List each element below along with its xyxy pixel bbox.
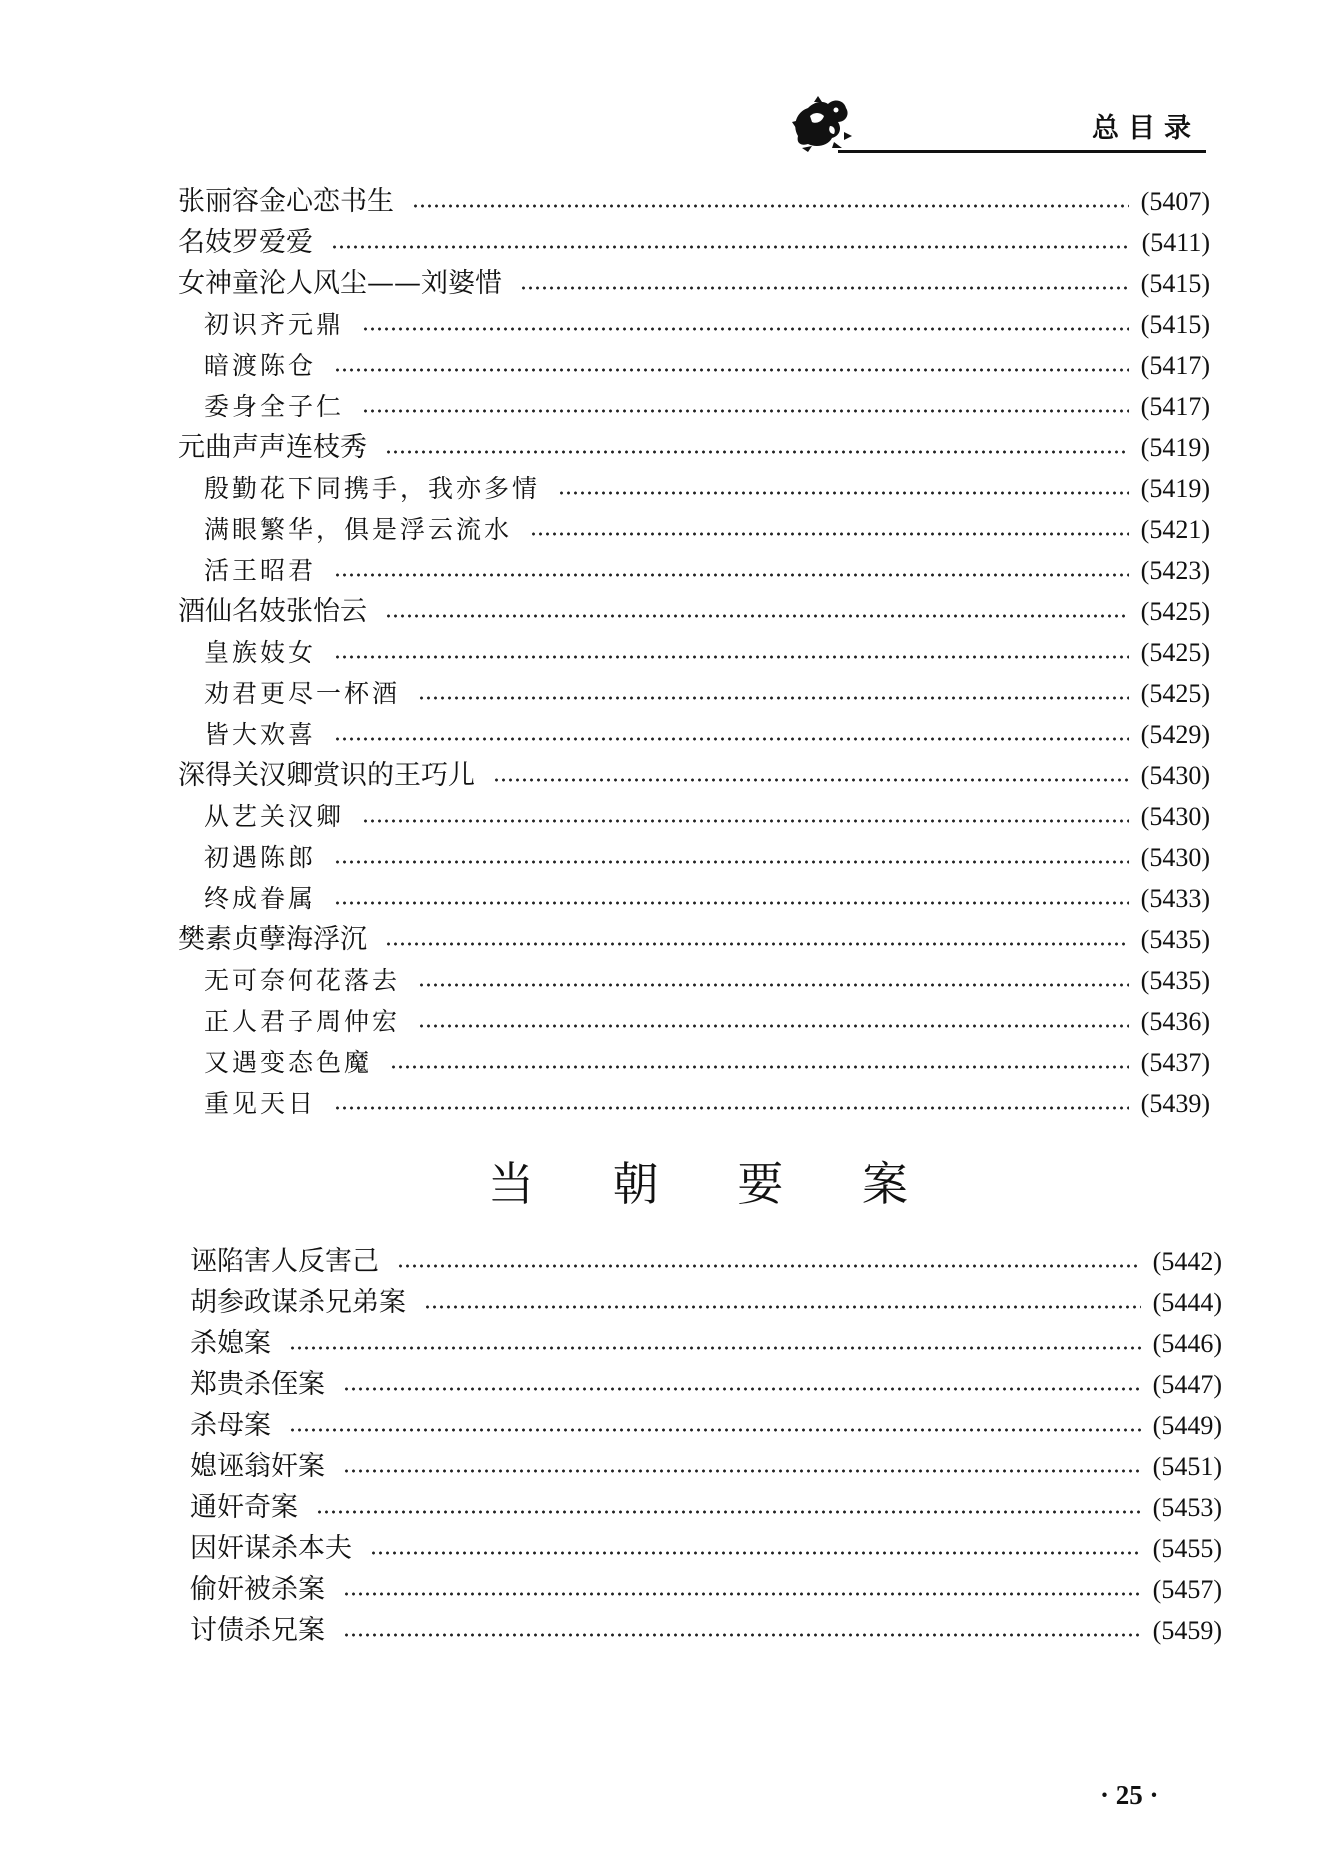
dot-leader [412, 203, 1129, 209]
toc-subentry[interactable] [178, 670, 1210, 711]
toc-entry-page: (5421) [1140, 515, 1210, 544]
toc-entry-page: (5439) [1140, 1089, 1210, 1118]
dot-leader [316, 1509, 1141, 1515]
section-title-char: 朝 [612, 1157, 659, 1211]
toc-entry-page: (5415) [1140, 269, 1210, 298]
toc-entry-title: 委身全子仁 [204, 392, 345, 421]
toc-entry-page: (5419) [1140, 474, 1210, 503]
toc-entry-page: (5435) [1140, 925, 1210, 954]
toc-entry-title: 初识齐元鼎 [204, 310, 345, 339]
toc-entry-page: (5415) [1140, 310, 1210, 339]
section-title [488, 1148, 908, 1214]
toc-entry-title: 讨债杀兄案 [190, 1615, 325, 1646]
dot-leader [418, 1023, 1129, 1029]
toc-subentry[interactable] [178, 465, 1210, 506]
dot-leader [334, 572, 1129, 578]
dot-leader [424, 1304, 1141, 1310]
toc-entry-page: (5411) [1141, 228, 1210, 257]
toc-entry[interactable] [190, 1320, 1222, 1361]
toc-entry-title: 满眼繁华，俱是浮云流水 [204, 515, 513, 544]
toc-entry-page: (5436) [1140, 1007, 1210, 1036]
toc-entry-title: 诬陷害人反害己 [190, 1246, 379, 1277]
dot-leader [343, 1468, 1141, 1474]
toc-entry-page: (5423) [1140, 556, 1210, 585]
toc-entry-title: 皇族妓女 [204, 638, 317, 667]
toc-entry[interactable] [190, 1525, 1222, 1566]
toc-entry-page: (5417) [1140, 392, 1210, 421]
toc-entry-title: 酒仙名妓张怡云 [178, 596, 367, 627]
dot-leader [385, 449, 1129, 455]
toc-entry-page: (5447) [1152, 1370, 1222, 1399]
toc-entry[interactable] [190, 1566, 1222, 1607]
toc-entry[interactable] [190, 1361, 1222, 1402]
toc-entry-page: (5459) [1152, 1616, 1222, 1645]
dot-leader [334, 1105, 1129, 1111]
toc-subentry[interactable] [178, 711, 1210, 752]
toc-entry-title: 终成眷属 [204, 884, 317, 913]
dot-leader [289, 1427, 1141, 1433]
toc-entry-title: 从艺关汉卿 [204, 802, 345, 831]
toc-entry-title: 媳诬翁奸案 [190, 1451, 325, 1482]
toc-entry[interactable] [178, 178, 1210, 219]
dot-leader [343, 1386, 1141, 1392]
dot-leader [370, 1550, 1141, 1556]
toc-entry-title: 皆大欢喜 [204, 720, 317, 749]
toc-entry-title: 重见天日 [204, 1089, 317, 1118]
toc-entry[interactable] [178, 588, 1210, 629]
dot-leader [390, 1064, 1129, 1070]
dot-leader [418, 695, 1129, 701]
toc-entry-title: 又遇变态色魔 [204, 1048, 373, 1077]
dot-leader [289, 1345, 1141, 1351]
toc-entry-title: 因奸谋杀本夫 [190, 1533, 352, 1564]
page-header [788, 92, 1206, 158]
toc-entry[interactable] [178, 219, 1210, 260]
toc-entry-title: 女神童沦人风尘——刘婆惜 [178, 268, 502, 299]
dot-leader [334, 367, 1129, 373]
toc-entry-page: (5451) [1152, 1452, 1222, 1481]
toc-entry-title: 暗渡陈仓 [204, 351, 317, 380]
toc-entry-title: 正人君子周仲宏 [204, 1007, 401, 1036]
page-number: · 25 · [1100, 1780, 1159, 1810]
toc-entry-title: 深得关汉卿赏识的王巧儿 [178, 760, 475, 791]
toc-entry[interactable] [190, 1607, 1222, 1648]
dot-leader [331, 244, 1130, 250]
toc-entry-page: (5425) [1140, 638, 1210, 667]
toc-entry-title: 杀母案 [190, 1410, 271, 1441]
toc-list-part2 [190, 1238, 1222, 1648]
header-rule [838, 150, 1206, 153]
dot-leader [362, 326, 1129, 332]
dot-leader [385, 941, 1129, 947]
toc-subentry[interactable] [178, 342, 1210, 383]
dot-leader [558, 490, 1129, 496]
dragon-icon [788, 92, 854, 154]
toc-entry-title: 初遇陈郎 [204, 843, 317, 872]
toc-entry-page: (5444) [1152, 1288, 1222, 1317]
dot-leader [520, 285, 1129, 291]
toc-subentry[interactable] [178, 1080, 1210, 1121]
toc-entry[interactable] [190, 1238, 1222, 1279]
section-title-char: 要 [737, 1157, 784, 1211]
toc-subentry[interactable] [178, 506, 1210, 547]
dot-leader [493, 777, 1129, 783]
toc-subentry[interactable] [178, 383, 1210, 424]
dot-leader [385, 613, 1129, 619]
toc-list-part1 [178, 178, 1210, 1121]
toc-subentry[interactable] [178, 998, 1210, 1039]
toc-entry-title: 樊素贞孽海浮沉 [178, 924, 367, 955]
dot-leader [334, 859, 1129, 865]
toc-entry-title: 郑贵杀侄案 [190, 1369, 325, 1400]
toc-entry-title: 杀媳案 [190, 1328, 271, 1359]
toc-entry-title: 劝君更尽一杯酒 [204, 679, 401, 708]
toc-entry[interactable] [190, 1443, 1222, 1484]
toc-subentry[interactable] [178, 875, 1210, 916]
toc-entry-page: (5433) [1140, 884, 1210, 913]
toc-entry[interactable] [178, 752, 1210, 793]
toc-entry-page: (5442) [1152, 1247, 1222, 1276]
toc-subentry[interactable] [178, 793, 1210, 834]
toc-entry-page: (5453) [1152, 1493, 1222, 1522]
toc-entry[interactable] [178, 260, 1210, 301]
dot-leader [418, 982, 1129, 988]
toc-entry-title: 殷勤花下同携手，我亦多情 [204, 474, 541, 503]
toc-entry-page: (5430) [1140, 843, 1210, 872]
dot-leader [334, 900, 1129, 906]
toc-entry-title: 元曲声声连枝秀 [178, 432, 367, 463]
toc-subentry[interactable] [178, 629, 1210, 670]
dot-leader [343, 1591, 1141, 1597]
dot-leader [343, 1632, 1141, 1638]
section-title-char: 案 [861, 1157, 908, 1211]
toc-entry[interactable] [190, 1279, 1222, 1320]
toc-entry-page: (5437) [1140, 1048, 1210, 1077]
dot-leader [362, 408, 1129, 414]
toc-entry-page: (5435) [1140, 966, 1210, 995]
toc-entry-title: 无可奈何花落去 [204, 966, 401, 995]
toc-entry-page: (5430) [1140, 802, 1210, 831]
toc-entry-title: 活王昭君 [204, 556, 317, 585]
toc-subentry[interactable] [178, 1039, 1210, 1080]
toc-subentry[interactable] [178, 547, 1210, 588]
section-title-char: 当 [488, 1157, 534, 1211]
toc-entry[interactable] [178, 424, 1210, 465]
dot-leader [334, 736, 1129, 742]
dot-leader [362, 818, 1129, 824]
dot-leader [397, 1263, 1141, 1269]
toc-entry-title: 偷奸被杀案 [190, 1574, 325, 1605]
toc-entry-page: (5455) [1152, 1534, 1222, 1563]
toc-entry-title: 通奸奇案 [190, 1492, 298, 1523]
toc-entry-title: 名妓罗爱爱 [178, 227, 313, 258]
toc-entry-page: (5449) [1152, 1411, 1222, 1440]
toc-entry-page: (5430) [1140, 761, 1210, 790]
toc-entry-page: (5457) [1152, 1575, 1222, 1604]
toc-entry-page: (5425) [1140, 679, 1210, 708]
toc-entry-page: (5429) [1140, 720, 1210, 749]
toc-entry-page: (5417) [1140, 351, 1210, 380]
toc-subentry[interactable] [178, 834, 1210, 875]
toc-subentry[interactable] [178, 301, 1210, 342]
dot-leader [530, 531, 1129, 537]
toc-entry[interactable] [190, 1484, 1222, 1525]
running-head-title: 总目录 [1092, 113, 1200, 144]
toc-entry[interactable] [178, 916, 1210, 957]
toc-subentry[interactable] [178, 957, 1210, 998]
toc-entry[interactable] [190, 1402, 1222, 1443]
toc-entry-page: (5419) [1140, 433, 1210, 462]
toc-entry-title: 张丽容金心恋书生 [178, 186, 394, 217]
toc-entry-page: (5425) [1140, 597, 1210, 626]
toc-entry-page: (5446) [1152, 1329, 1222, 1358]
toc-entry-title: 胡参政谋杀兄弟案 [190, 1287, 406, 1318]
toc-entry-page: (5407) [1140, 187, 1210, 216]
dot-leader [334, 654, 1129, 660]
